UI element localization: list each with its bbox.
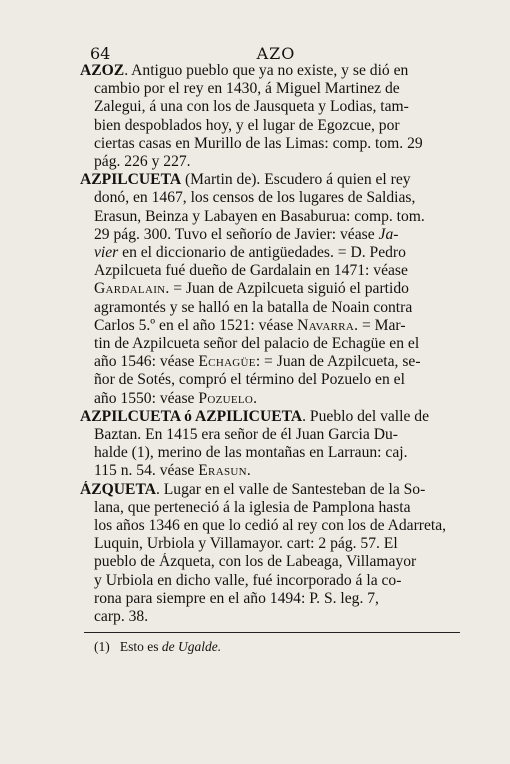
running-header <box>90 44 462 64</box>
entry-line: 29 pág. 300. Tuvo el señorío de Javier: véase Ja- <box>94 225 399 243</box>
entry-azqueta <box>80 481 458 627</box>
footnote-rule <box>84 632 460 633</box>
entry-line: pueblo de Ázqueta, con los de Labeaga, Villamayor <box>94 553 417 571</box>
footnote-text: Esto es <box>119 639 159 654</box>
entry-line: bien despoblados hoy, y el lugar de Egozcue, por <box>94 116 400 134</box>
entry-line: Erasun, Beinza y Labayen en Basaburua: comp. tom. <box>94 207 425 225</box>
entry-line: ñor de Sotés, compró el término del Pozuelo en el <box>94 371 405 389</box>
entry-line: año 1550: véase Pozuelo. <box>94 389 258 407</box>
main-text <box>80 62 458 626</box>
entry-line: Luquin, Urbiola y Villamayor. cart: 2 pág. 57. El <box>94 535 398 553</box>
footnote <box>94 639 454 655</box>
entry-line: donó, en 1467, los censos de los lugares de Saldias, <box>94 189 416 207</box>
entry-line: lana, que perteneció á la iglesia de Pamplona hasta <box>94 498 411 516</box>
entry-line: pág. 226 y 227. <box>94 153 191 171</box>
entry-line: Carlos 5.º en el año 1521: véase Navarra. = Mar- <box>94 316 406 334</box>
entry-azoz <box>80 62 458 171</box>
entry-azpilcueta-azpilicueta <box>80 408 458 481</box>
entry-line: AZOZ. Antiguo pueblo que ya no existe, y se dió en <box>80 62 409 79</box>
entry-line: AZPILCUETA (Martin de). Escudero á quien el rey <box>80 171 411 189</box>
entry-line: Zalegui, á una con los de Jausqueta y Lodias, tam- <box>94 98 409 116</box>
entry-line: cambio por el rey en 1430, á Miguel Martinez de <box>94 80 400 98</box>
entry-line: año 1546: véase Echagüe: = Juan de Azpilcueta, se- <box>94 353 421 371</box>
entry-line: Azpilcueta fué dueño de Gardalain en 1471: véase <box>94 262 408 280</box>
entry-line: halde (1), merino de las montañas en Larraun: caj. <box>94 444 408 462</box>
entry-line: 115 n. 54. véase Erasun. <box>94 462 251 480</box>
entry-line: vier en el diccionario de antigüedades. = D. Pedro <box>94 244 406 262</box>
page-number: 64 <box>90 44 111 63</box>
entry-line: Baztan. En 1415 era señor de él Juan Garcia Du- <box>94 426 398 444</box>
entry-line: rona para siempre en el año 1494: P. S. leg. 7, <box>94 589 379 607</box>
entry-line: AZPILCUETA ó AZPILICUETA. Pueblo del valle de <box>80 407 430 425</box>
entry-line: ciertas casas en Murillo de las Limas: comp. tom. 29 <box>94 134 423 152</box>
entry-line: los años 1346 en que lo cedió al rey con los de Adarreta, <box>94 517 447 535</box>
entry-line: agramontés y se halló en la batalla de Noain contra <box>94 298 413 316</box>
running-title: AZO <box>256 44 296 63</box>
entry-line: Gardalain. = Juan de Azpilcueta siguió el partido <box>94 280 409 298</box>
entry-line: y Urbiola en dicho valle, fué incorporado á la co- <box>94 571 402 589</box>
footnote-italic-text: de Ugalde. <box>161 639 222 654</box>
entry-azpilcueta-martin <box>80 171 458 408</box>
entry-line: tin de Azpilcueta señor del palacio de Echagüe en el <box>94 335 420 353</box>
entry-line: carp. 38. <box>94 608 149 626</box>
footnote-marker: (1) <box>94 639 110 654</box>
entry-line: ÁZQUETA. Lugar en el valle de Santesteban de la So- <box>80 480 426 498</box>
